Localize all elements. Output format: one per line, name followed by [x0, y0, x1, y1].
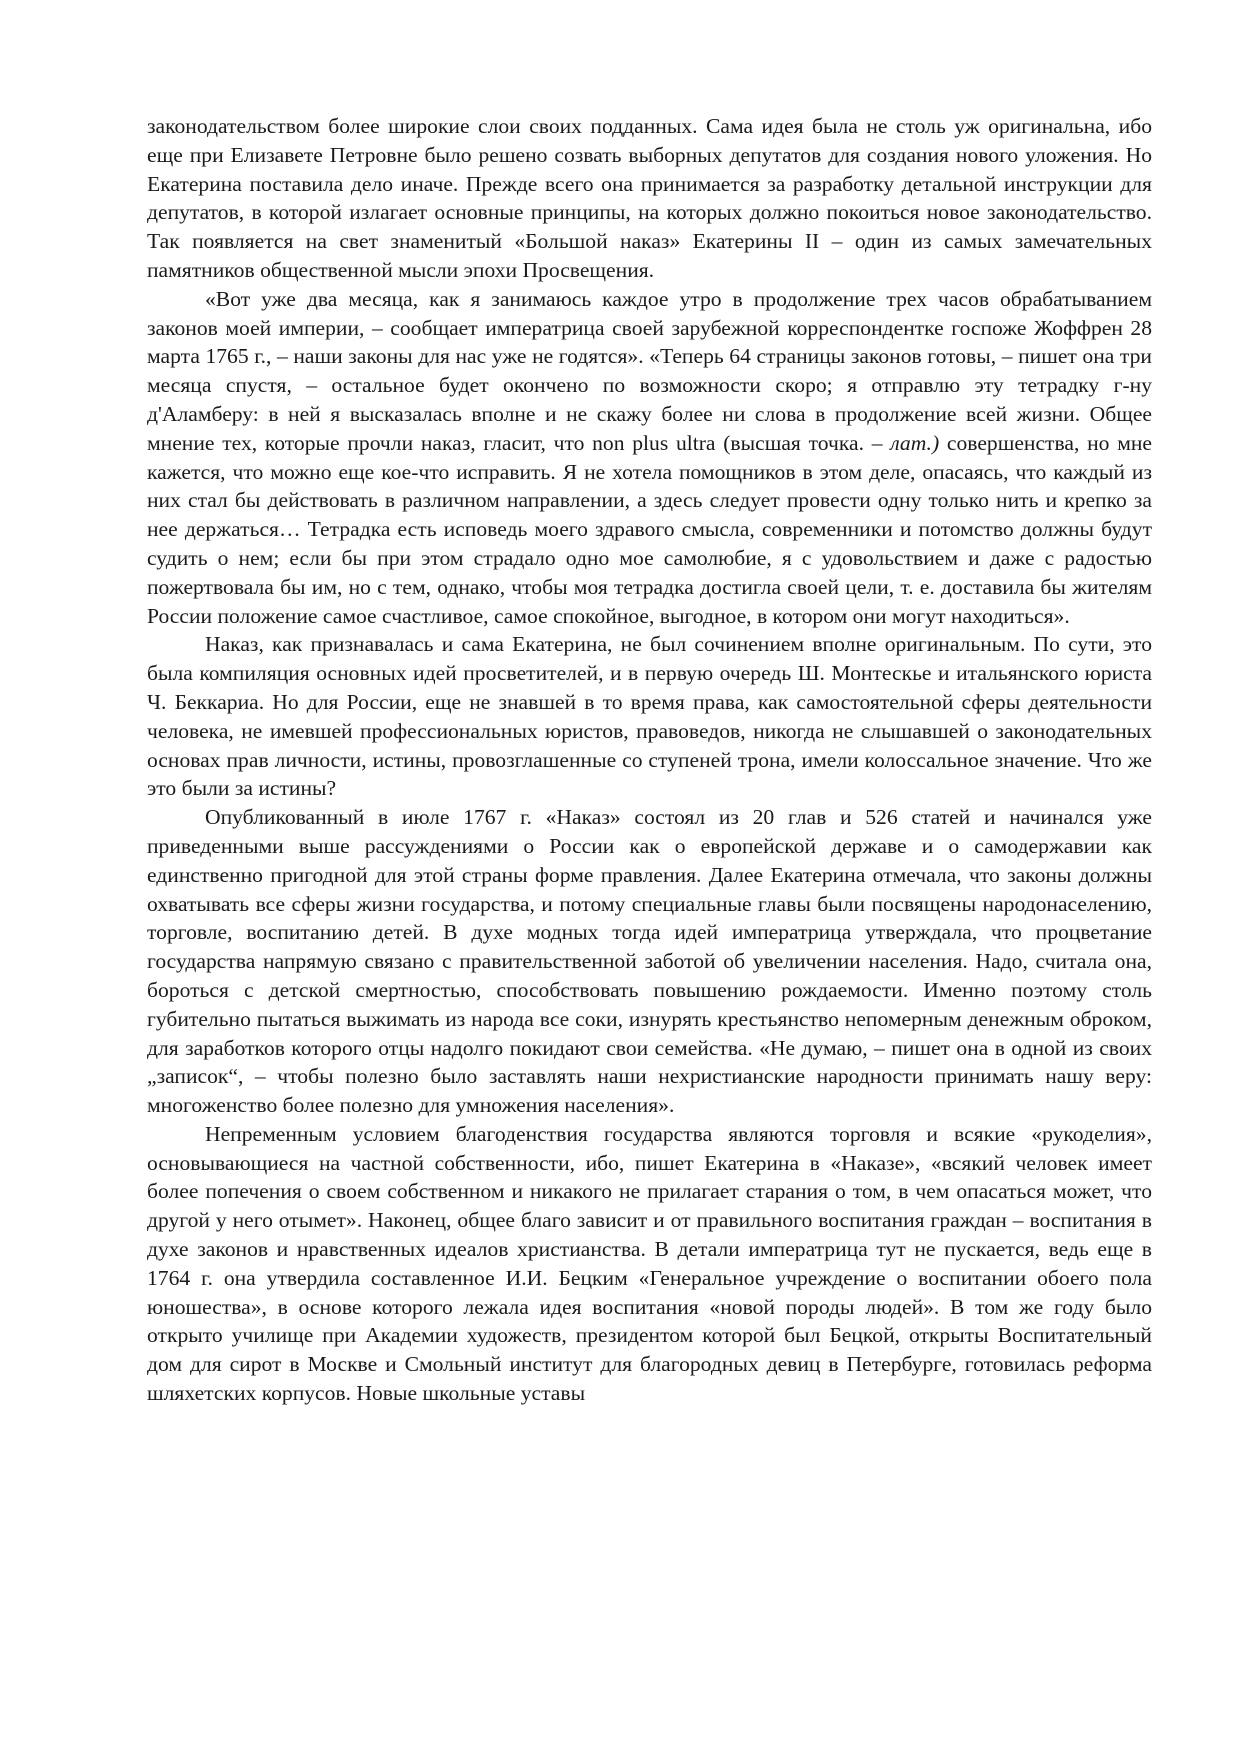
paragraph-2-text-b: совершенства, но мне кажется, что можно еще кое-что исправить. Я не хотела помощников в этом деле, опасаясь, что каждый из них стал бы действовать в различном направлении, а здесь следует провести одну только нить и крепко за нее держаться… Тетрадка есть исповедь моего здравого смысла, современники и потомство должны будут судить о нем; если бы при этом страдало одно мое самолюбие, я с удовольствием и даже с радостью пожертвовала бы им, но с тем, однако, чтобы моя тетрадка достигла своей цели, т. е. доставила бы жителям России положение самое счастливое, самое спокойное, выгодное, в котором они могут находиться».: [147, 430, 1152, 628]
document-page: [147, 112, 1152, 1408]
paragraph-1: законодательством более широкие слои своих подданных. Сама идея была не столь уж оригинальна, ибо еще при Елизавете Петровне было решено созвать выборных депутатов для создания нового уложения. Но Екатерина поставила дело иначе. Прежде всего она принимается за разработку детальной инструкции для депутатов, в которой излагает основные принципы, на которых должно покоиться новое законодательство. Так появляется на свет знаменитый «Большой наказ» Екатерины II – один из самых замечательных памятников общественной мысли эпохи Просвещения.: [147, 114, 1152, 282]
paragraph-4: Опубликованный в июле 1767 г. «Наказ» состоял из 20 глав и 526 статей и начинался уже приведенными выше рассуждениями о России как о европейской державе и о самодержавии как единственно пригодной для этой страны форме правления. Далее Екатерина отмечала, что законы должны охватывать все сферы жизни государства, и потому специальные главы были посвящены народонаселению, торговле, воспитанию детей. В духе модных тогда идей императрица утверждала, что процветание государства напрямую связано с правительственной заботой об увеличении населения. Надо, считала она, бороться с детской смертностью, способствовать повышению рождаемости. Именно поэтому столь губительно пытаться выжимать из народа все соки, изнурять крестьянство непомерным денежным оброком, для заработков которого отцы надолго покидают свои семейства. «Не думаю, – пишет она в одной из своих „записок“, – чтобы полезно было заставлять наши нехристианские народности принимать нашу веру: многоженство более полезно для умножения населения».: [147, 805, 1152, 1118]
paragraph-2: [147, 285, 1152, 631]
paragraph-2-text-a: «Вот уже два месяца, как я занимаюсь каждое утро в продолжение трех часов обрабатыванием законов моей империи, – сообщает императрица своей зарубежной корреспондентке госпоже Жоффрен 28 марта 1765 г., – наши законы для нас уже не годятся». «Теперь 64 страницы законов готовы, – пишет она три месяца спустя, – остальное будет окончено по возможности скоро; я отправлю эту тетрадку г-ну д'Аламберу: в ней я высказалась вполне и не скажу более ни слова в продолжение всей жизни. Общее мнение тех, которые прочли наказ, гласит, что non plus ultra (высшая точка. –: [147, 286, 1152, 455]
paragraph-3: Наказ, как признавалась и сама Екатерина, не был сочинением вполне оригинальным. По сути, это была компиляция основных идей просветителей, и в первую очередь Ш. Монтескье и итальянского юриста Ч. Беккариа. Но для России, еще не знавшей в то время права, как самостоятельной сферы деятельности человека, не имевшей профессиональных юристов, правоведов, никогда не слышавшей о законодательных основах прав личности, истины, провозглашенные со ступеней трона, имели колоссальное значение. Что же это были за истины?: [147, 632, 1152, 801]
paragraph-2-italic: лат.): [890, 430, 940, 455]
paragraph-5: Непременным условием благоденствия государства являются торговля и всякие «рукоделия», основывающиеся на частной собственности, ибо, пишет Екатерина в «Наказе», «всякий человек имеет более попечения о своем собственном и никакого не прилагает старания о том, в чем опасаться может, что другой у него отымет». Наконец, общее благо зависит и от правильного воспитания граждан – воспитания в духе законов и нравственных идеалов христианства. В детали императрица тут не пускается, ведь еще в 1764 г. она утвердила составленное И.И. Бецким «Генеральное учреждение о воспитании обоего пола юношества», в основе которого лежала идея воспитания «новой породы людей». В том же году было открыто училище при Академии художеств, президентом которой был Бецкой, открыты Воспитательный дом для сирот в Москве и Смольный институт для благородных девиц в Петербурге, готовилась реформа шляхетских корпусов. Новые школьные уставы: [147, 1121, 1152, 1406]
